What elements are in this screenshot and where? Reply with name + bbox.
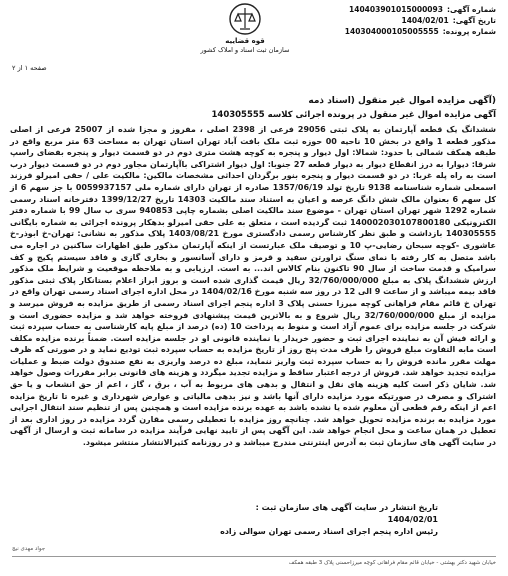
notice-footer (138, 502, 438, 538)
notice-number-value: 140403901015000093 (349, 5, 443, 14)
notice-date-label: تاریخ آگهی: (452, 16, 496, 25)
notice-meta (296, 4, 496, 37)
notice-date-value: 1404/02/01 (401, 16, 449, 25)
notice-number-row (296, 4, 496, 15)
notice-title: (آگهی مزایده اموال غیر منقول (اسناد ذمه (308, 96, 496, 106)
notice-body (10, 124, 497, 448)
file-number-row (296, 26, 496, 37)
file-number-value: 140304000105005555 (344, 27, 439, 36)
page-indicator: صفحه ۱ از ۲ (12, 64, 47, 72)
org-name: قوه قضاییه (225, 37, 265, 45)
notice-subtitle: آگهی مزایده اموال غیر منقول در پرونده اجرائی کلاسه 140305555 (211, 110, 496, 120)
notice-date-row (296, 15, 496, 26)
address-footer (12, 546, 496, 567)
office-address: خیابان شهید دکتر بهشتی - خیابان قائم مقام فراهانی کوچه میرزاحسنی پلاک 3 طبقه همکف (288, 560, 496, 566)
signatory: رئیس اداره پنجم اجرای اسناد رسمی تهران سوالی زاده (220, 527, 438, 536)
file-number-label: شماره پرونده: (442, 27, 496, 36)
notice-body-text: ششدانگ یک قطعه آپارتمان به پلاک ثبتی 29056 فرعی از 2398 اصلی ، مفروز و مجزا شده از 25007 فرعی از اصلی مذکور قطعه 1 واقع در بخش 10 ناحیه 00 حوزه ثبت ملک بافت آباد تهران استان تهران به مساحت 63 متر مربع واقع در طبقه همکف شمالی با حدود: شمالا: اول دیوار و پنجره به کوچه هشت متری دوم در دو قسمت دیوار و پنجره بفضای راسپ شرقا: دیوارا به درز انقطاع دیوار به دیوار قطعه 27 جنوبا: اول دیوار اشتراکی باآپارتمان مجاور دوم در دو قسمت دیوار درب است به راه پله غربا: در دو قسمت دیوار و پنجره بنور برگردان احداثی مشخصات مالکین: مالکیت علی / حقی امیرلو فرزند اسمعلی شماره شناسنامه 9138 تاریخ تولد 1357/06/19 صادره از تهران دارای شماره ملی 0059937157 با جز سهم 6 از کل سهم 6 بعنوان مالک شش دانگ عرصه و اعیان به استناد سند مالکیت 14303 تاریخ 1399/12/27 دفترخانه اسناد رسمی شماره 1292 شهر تهران استان تهران - موضوع سند مالکیت اصلی بشماره چاپی 940853 سری ب سال 99 با شماره دفتر الکترونیکی 140002030107800180 ثبت گردیده است ، متعلق به علی حقی امیرلو بدهکار پرونده اجرائی به شماره بایگانی 140305555 بازداشت و طبق نظر کارشناس رسمی دادگستری مورخ 1403/08/21 پلاک مذکور به نشانی: تهران-خ ابوذر-خ عاشوری -کوچه سبحان رضایی-پ 10 و توصیف ملک عبارتست از اینکه آپارتمان مذکور طبق اظهارات ساکنین در اجاره می باشد متصل به کار رفته با نمای سنگ تراورتن سفید و قرمز و دارای آسانسور و بخاری گازی و فاقد سیستم پکیج و کف سرامیک و قدمت ساخت از سال 90 تاکنون بنام کالاس اند... به است. ارزیابی و به ملاحظه موقعیت و شرایط ملک مذکور ارزش ششدانگ پلاک به مبلغ 32/760/000/000 ریال قیمت گذاری شده است و بروز ابراز اعلام بستانکار پلاک ثبتی مذکور فاقد بیمه میباشد و از ساعت 9 الی 12 در روز سه شنبه مورخ 1404/02/16 در محل اداره اجرای اسناد رسمی تهران واقع در تهران خ قائم مقام فراهانی کوچه میرزا حسنی پلاک 3 اداره پنجم اجرای اسناد رسمی از طریق مزایده به فروش میرسد و مزایده از مبلغ 32/760/000/000 ریال شروع و به بالاترین قیمت پیشنهادی فروخته خواهد شد و مزایده حضوری است و شرکت در جلسه مزایده برای عموم آزاد است و منوط به پرداخت 10 (ده) درصد از مبلغ پایه کارشناسی به حساب سپرده ثبت و ارائه فیش آن به نماینده اجرای ثبت و حضور خریدار یا نماینده قانونی او در جلسه مزایده است. ضمناً برنده مزایده مکلف است مابه التفاوت مبلغ فروش را ظرف مدت پنج روز از تاریخ مزایده به حساب سپرده ثبت تودیع نماید و در صورتی که ظرف مهلت مقرر مانده فروش را به حساب سپرده ثبت واریز ننماید، مبلغ ده درصد واریزی به نفع صندوق دولت ضبط و عملیات مزایده تجدید خواهد شد. فروش از درجه اعتبار ساقط و مزایده تجدید میگردد و هزینه های قانونی برابر مقررات وصول خواهد شد. شایان ذکر است کلیه هزینه های نقل و انتقال و بدهی های مربوط به آب ، برق ، گاز ، اعم از حق انشعاب و یا حق اشتراک و مصرف در صورتیکه مورد مزایده دارای آنها باشد و نیز بدهی مالیاتی و عوارض شهرداری و غیره تا تاریخ مزایده اعم از اینکه رقم قطعی آن معلوم شده یا نشده باشد به عهده برنده مزایده است و همچنین پس از تنظیم سند انتقال اجرایی مورد مزایده به برنده مزایده تحویل خواهد شد. چنانچه روز مزایده با تعطیلی رسمی مقارن گردد مزایده در روز اداری بعد از تعطیل در همان ساعت و محل انجام خواهد شد. این آگهی پس از تایید نهایی فرآیند مزایده در سامانه ثبت و ارسال از آگهی در سایت آگهی های سازمان ثبت به آدرس اینترنتی مندرج میباشد و در روزنامه کثیرالانتشار منتشر میشود. (10, 125, 497, 448)
judiciary-logo (190, 2, 300, 64)
publish-date-label: تاریخ انتشار در سایت آگهی های سازمان ثبت : (255, 503, 438, 512)
org-subname: سازمان ثبت اسناد و املاک کشور (200, 46, 290, 54)
signer-name: جواد مهدی نیچ (12, 546, 46, 552)
notice-number-label: شماره آگهی: (446, 5, 496, 14)
emblem-icon (228, 2, 262, 36)
publish-date-value: 1404/02/01 (387, 515, 438, 524)
